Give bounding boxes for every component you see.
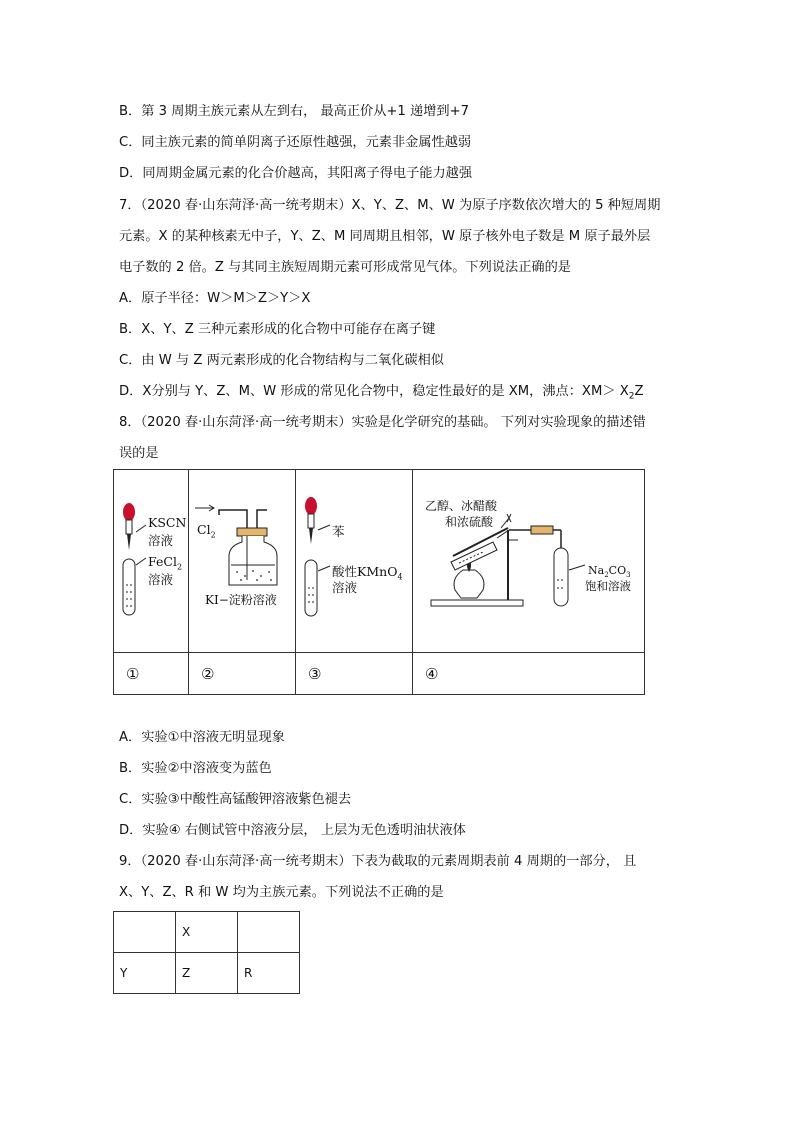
cl2-label: $Cl_2$ [197,522,216,540]
reagents-label-2: 和浓硫酸 [445,515,494,529]
kmno4-solution-label: 溶液 [332,580,358,595]
periodic-table-fragment [113,911,300,994]
experiment-4-number: ④ [413,653,645,695]
dropper-test-tube-icon [296,470,412,648]
option-b-q8: B．实验②中溶液变为蓝色 [119,761,272,776]
experiment-2-cell [189,470,296,653]
na2co3-label: $Na_2CO_3$ [588,564,631,580]
option-c-q8: C．实验③中酸性高锰酸钾溶液紫色褪去 [119,792,352,807]
saturated-solution-label: 饱和溶液 [585,579,631,593]
question-8-line1: 8．（2020 春·山东菏泽·高一统考期末）实验是化学研究的基础。 下列对实验现象的描述错 [119,415,646,430]
option-b-q7: B．X、Y、Z 三种元素形成的化合物中可能存在离子键 [119,322,436,337]
pt-cell-y: Y [114,953,176,994]
pt-cell-r: R [238,953,300,994]
experiment-table [113,469,645,695]
pt-cell [114,912,176,953]
experiment-3-cell [296,470,413,653]
question-7-line2: 元素。X 的某种核素无中子，Y、Z、M 同周期且相邻，W 原子核外电子数是 M 原子最外层 [119,229,651,244]
experiment-2-number: ② [189,653,296,695]
option-d-q8: D．实验④ 右侧试管中溶液分层， 上层为无色透明油状液体 [119,823,466,838]
option-b-q6: B．第 3 周期主族元素从左到右， 最高正价从+1 递增到+7 [119,104,470,119]
option-d-q6: D．同周期金属元素的化合价越高，其阳离子得电子能力越强 [119,166,473,181]
pt-cell-x: X [176,912,238,953]
benzene-label: 苯 [332,524,345,539]
option-d-q7: D．X分别与 Y、Z、M、W 形成的常见化合物中，稳定性最好的是 XM，沸点：$XM> X_2Z$ [119,384,644,402]
kmno4-label: 酸性KMnO$_4$ [332,564,403,582]
pt-cell [238,912,300,953]
experiment-3-number: ③ [296,653,413,695]
fecl2-solution-label: 溶液 [148,572,174,587]
question-9-line2: X、Y、Z、R 和 W 均为主族元素。下列说法不正确的是 [119,885,444,900]
option-a-q8: A．实验①中溶液无明显现象 [119,730,285,745]
kscn-solution-label: 溶液 [148,533,174,548]
pt-cell-z: Z [176,953,238,994]
option-a-q7: A．原子半径：W＞M＞Z＞Y＞X [119,291,311,306]
experiment-4-cell [413,470,645,653]
option-c-q6: C．同主族元素的简单阴离子还原性越强，元素非金属性越弱 [119,135,472,150]
fecl2-label: FeCl$_2$ [148,554,183,572]
experiment-1-number: ① [114,653,189,695]
question-9-line1: 9．（2020 春·山东菏泽·高一统考期末）下表为截取的元素周期表前 4 周期的一部分， 且 [119,854,637,869]
option-c-q7: C．由 W 与 Z 两元素形成的化合物结构与二氧化碳相似 [119,353,444,368]
question-8-line2: 误的是 [119,446,159,461]
gas-washing-bottle-icon [189,470,295,648]
question-7-line3: 电子数的 2 倍。Z 与其同主族短周期元素可形成常见气体。下列说法正确的是 [119,260,571,275]
question-7-line1: 7．（2020 春·山东菏泽·高一统考期末）X、Y、Z、M、W 为原子序数依次增大的 5 种短周期 [119,198,661,213]
kscn-label: KSCN [148,515,187,530]
reagents-label: 乙醇、冰醋酸 [425,499,498,513]
experiment-1-cell [114,470,189,653]
ki-starch-label: KI−淀粉溶液 [205,593,277,607]
